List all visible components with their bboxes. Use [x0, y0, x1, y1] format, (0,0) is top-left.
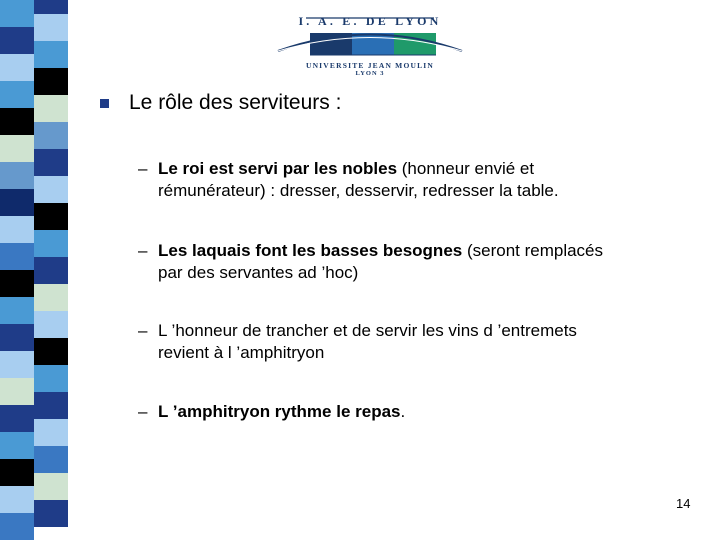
main-bullet	[100, 91, 341, 115]
logo-city: LYON 3	[355, 70, 385, 77]
strip-tile	[34, 68, 68, 95]
strip-tile	[0, 135, 34, 162]
strip-tile	[34, 203, 68, 230]
strip-tile	[0, 27, 34, 54]
strip-tile	[0, 81, 34, 108]
strip-tile	[34, 419, 68, 446]
strip-tile	[34, 446, 68, 473]
strip-tile	[0, 432, 34, 459]
strip-tile	[0, 270, 34, 297]
strip-tile	[34, 257, 68, 284]
strip-tile	[34, 338, 68, 365]
strip-tile	[0, 189, 34, 216]
sub-item-2-rest: (seront remplacés	[462, 241, 604, 260]
strip-tile	[34, 284, 68, 311]
strip-tile	[34, 0, 68, 14]
strip-tile	[0, 459, 34, 486]
sub-item-3-line1: L ’honneur de trancher et de servir les vins d ’entremets	[158, 321, 577, 340]
slide-heading: Le rôle des serviteurs :	[129, 91, 342, 114]
strip-column-left	[0, 0, 34, 540]
page-number: 14	[676, 496, 691, 511]
decorative-strip	[0, 0, 68, 540]
strip-tile	[0, 378, 34, 405]
strip-tile	[0, 297, 34, 324]
dash-bullet: –	[138, 241, 148, 260]
strip-tile	[34, 149, 68, 176]
strip-tile	[0, 108, 34, 135]
sub-item-4-bold: L ’amphitryon rythme le repas	[158, 402, 401, 421]
strip-tile	[34, 365, 68, 392]
sub-item-1-line2: rémunérateur) : dresser, desservir, redresser la table.	[158, 181, 559, 200]
strip-tile	[0, 216, 34, 243]
logo-university: UNIVERSITE JEAN MOULIN	[305, 61, 435, 70]
strip-tile	[34, 500, 68, 527]
sub-item-2	[138, 240, 698, 284]
square-bullet-icon	[100, 99, 109, 108]
strip-tile	[0, 324, 34, 351]
strip-tile	[34, 41, 68, 68]
sub-item-2-line2: par des servantes ad ’hoc)	[158, 263, 359, 282]
dash-bullet: –	[138, 321, 148, 340]
strip-tile	[34, 311, 68, 338]
strip-tile	[0, 0, 34, 27]
sub-item-3	[138, 320, 698, 364]
strip-tile	[34, 176, 68, 203]
strip-tile	[34, 392, 68, 419]
strip-tile	[0, 405, 34, 432]
strip-tile	[0, 486, 34, 513]
strip-tile	[34, 230, 68, 257]
strip-tile	[34, 473, 68, 500]
sub-item-3-line2: revient à l ’amphitryon	[158, 343, 325, 362]
sub-item-4-rest: .	[400, 402, 406, 421]
logo-title: I. A. E. DE LYON	[298, 14, 442, 28]
iae-lyon-logo	[270, 6, 470, 82]
strip-tile	[0, 513, 34, 540]
strip-tile	[0, 54, 34, 81]
sub-item-1-bold: Le roi est servi par les nobles	[158, 159, 398, 178]
strip-tile	[34, 95, 68, 122]
strip-tile	[0, 351, 34, 378]
strip-tile	[34, 14, 68, 41]
sub-item-1-rest: (honneur envié et	[397, 159, 535, 178]
sub-item-4	[138, 401, 698, 423]
strip-tile	[0, 162, 34, 189]
strip-tile	[34, 122, 68, 149]
sub-item-2-bold: Les laquais font les basses besognes	[158, 241, 463, 260]
strip-column-right	[34, 0, 68, 540]
dash-bullet: –	[138, 402, 148, 421]
dash-bullet: –	[138, 159, 148, 178]
strip-tile	[0, 243, 34, 270]
sub-item-1	[138, 158, 698, 202]
